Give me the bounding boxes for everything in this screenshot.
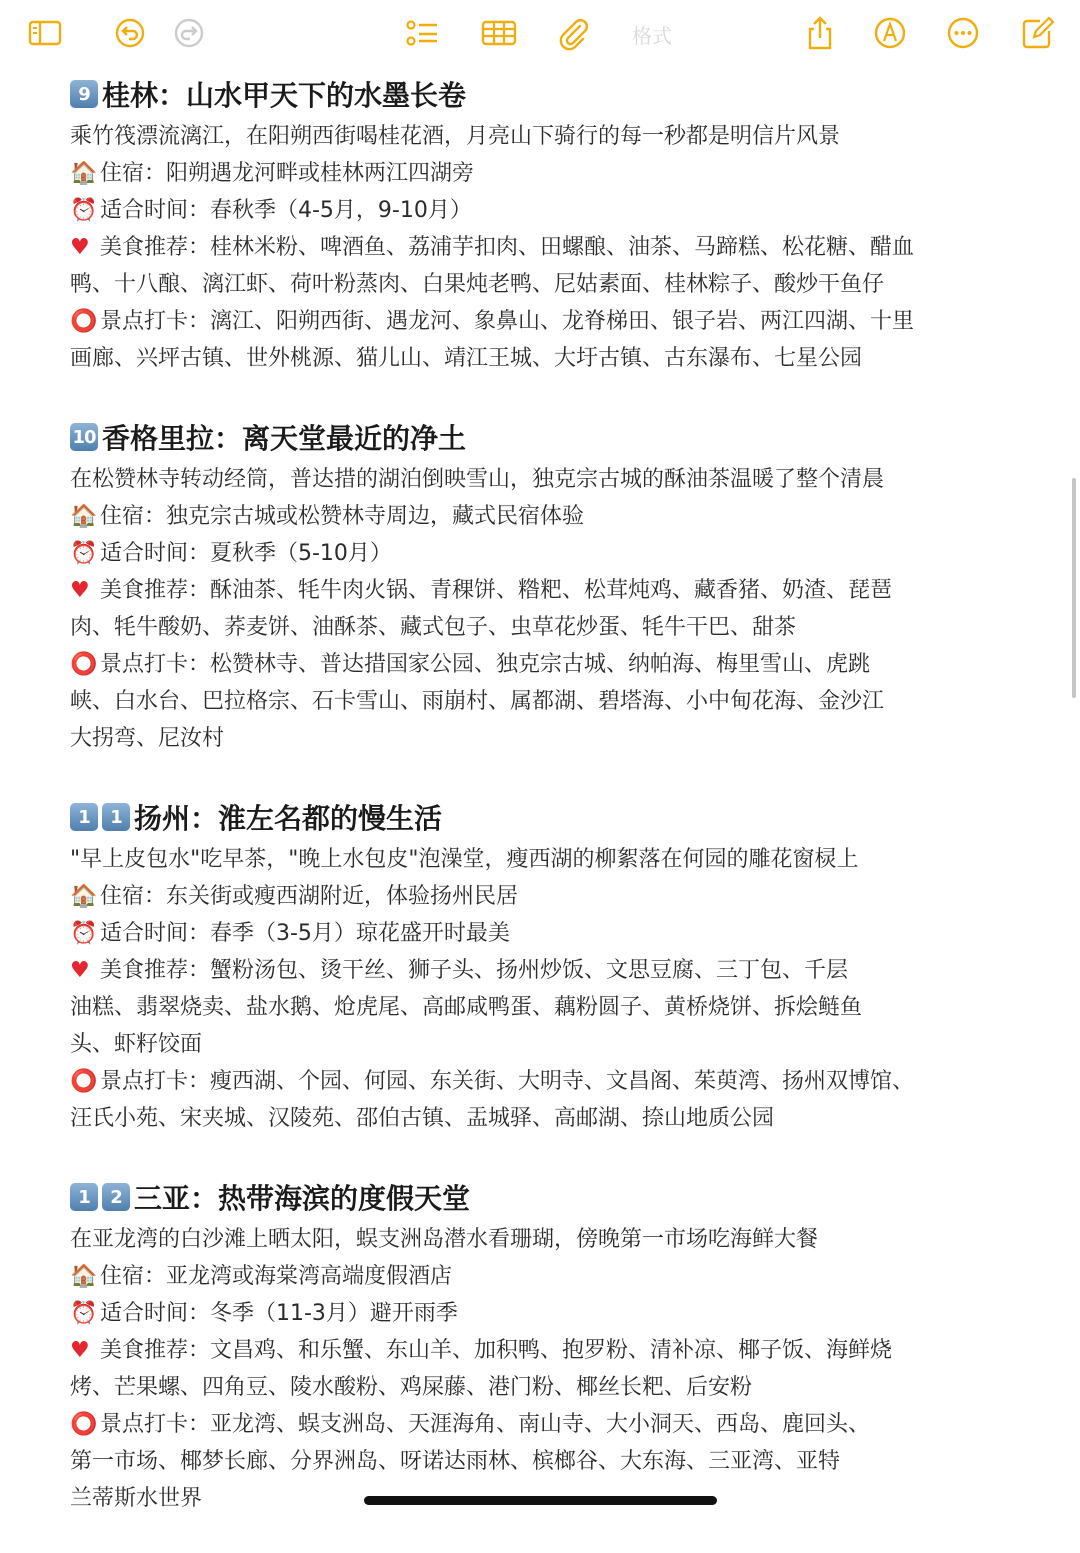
home-indicator[interactable] — [364, 1496, 717, 1505]
house-icon: 🏠 — [70, 161, 98, 186]
food-line-cont: 烤、芒果螺、四角豆、陵水酸粉、鸡屎藤、港门粉、椰丝长粑、后安粉 — [70, 1375, 753, 1400]
checklist-icon[interactable] — [403, 14, 441, 52]
heart-icon: ♥ — [70, 578, 90, 603]
spots-line-cont: 第一市场、椰梦长廊、分界洲岛、呀诺达雨林、槟榔谷、大东海、三亚湾、亚特 — [70, 1449, 841, 1474]
spots-line: ⭕ 景点打卡：亚龙湾、蜈支洲岛、天涯海角、南山寺、大小洞天、西岛、鹿回头、 — [70, 1406, 1010, 1443]
alarm-clock-icon: ⏰ — [70, 541, 98, 566]
keycap-number-icon: 1 — [70, 803, 98, 831]
section-shangri-la — [70, 413, 1010, 757]
stay-line: 🏠 住宿：阳朔遇龙河畔或桂林两江四湖旁 — [70, 155, 1010, 192]
alarm-clock-icon: ⏰ — [70, 1301, 98, 1326]
heart-icon: ♥ — [70, 958, 90, 983]
time-line: ⏰ 适合时间：冬季（11-3月）避开雨季 — [70, 1295, 1010, 1332]
spots-line: ⭕ 景点打卡：瘦西湖、个园、何园、东关街、大明寺、文昌阁、茱萸湾、扬州双博馆、 — [70, 1063, 1010, 1100]
alarm-clock-icon: ⏰ — [70, 921, 98, 946]
spots-line-cont: 汪氏小苑、宋夹城、汉陵苑、邵伯古镇、盂城驿、高邮湖、捺山地质公园 — [70, 1106, 775, 1131]
food-line: ♥ 美食推荐：蟹粉汤包、烫干丝、狮子头、扬州炒饭、文思豆腐、三丁包、千层 — [70, 952, 1010, 989]
table-icon[interactable] — [480, 14, 518, 52]
section-title: 扬州：淮左名都的慢生活 — [134, 802, 443, 835]
spots-line-cont: 画廊、兴坪古镇、世外桃源、猫儿山、靖江王城、大圩古镇、古东瀑布、七星公园 — [70, 346, 863, 371]
keycap-number-icon: 1 — [70, 1183, 98, 1211]
compose-icon[interactable] — [1018, 14, 1056, 52]
format-button[interactable]: 格式 — [632, 24, 672, 48]
circle-icon: ⭕ — [70, 309, 98, 334]
keycap-number-icon: 9 — [70, 80, 98, 108]
intro-text: 在亚龙湾的白沙滩上晒太阳，蜈支洲岛潜水看珊瑚，傍晚第一市场吃海鲜大餐 — [70, 1227, 819, 1252]
food-line: ♥ 美食推荐：文昌鸡、和乐蟹、东山羊、加积鸭、抱罗粉、清补凉、椰子饭、海鲜烧 — [70, 1332, 1010, 1369]
food-line-cont: 鸭、十八酿、漓江虾、荷叶粉蒸肉、白果炖老鸭、尼姑素面、桂林粽子、酸炒干鱼仔 — [70, 272, 885, 297]
note-body[interactable] — [70, 66, 1010, 1553]
food-line-cont: 油糕、翡翠烧卖、盐水鹅、炝虎尾、高邮咸鸭蛋、藕粉圆子、黄桥烧饼、拆烩鲢鱼 — [70, 995, 863, 1020]
spots-line: ⭕ 景点打卡：松赞林寺、普达措国家公园、独克宗古城、纳帕海、梅里雪山、虎跳 — [70, 646, 1010, 683]
section-yangzhou — [70, 793, 1010, 1137]
redo-icon[interactable] — [170, 14, 208, 52]
keycap-number-icon: 2 — [102, 1183, 130, 1211]
stay-line: 🏠 住宿：东关街或瘦西湖附近，体验扬州民居 — [70, 878, 1010, 915]
section-title: 桂林：山水甲天下的水墨长卷 — [102, 79, 467, 112]
time-line: ⏰ 适合时间：春秋季（4-5月，9-10月） — [70, 192, 1010, 229]
intro-text: 在松赞林寺转动经筒，普达措的湖泊倒映雪山，独克宗古城的酥油茶温暖了整个清晨 — [70, 467, 885, 492]
toolbar — [0, 0, 1080, 66]
house-icon: 🏠 — [70, 884, 98, 909]
undo-icon[interactable] — [111, 14, 149, 52]
intro-text: 乘竹筏漂流漓江，在阳朔西街喝桂花酒，月亮山下骑行的每一秒都是明信片风景 — [70, 124, 841, 149]
section-sanya — [70, 1173, 1010, 1517]
attachment-icon[interactable] — [554, 14, 592, 52]
house-icon: 🏠 — [70, 1264, 98, 1289]
time-line: ⏰ 适合时间：春季（3-5月）琼花盛开时最美 — [70, 915, 1010, 952]
scrollbar[interactable] — [1072, 478, 1076, 698]
section-title: 三亚：热带海滨的度假天堂 — [134, 1182, 471, 1215]
sidebar-icon[interactable] — [26, 14, 64, 52]
house-icon: 🏠 — [70, 504, 98, 529]
time-line: ⏰ 适合时间：夏秋季（5-10月） — [70, 535, 1010, 572]
food-line: ♥ 美食推荐：桂林米粉、啤酒鱼、荔浦芋扣肉、田螺酿、油茶、马蹄糕、松花糖、醋血 — [70, 229, 1010, 266]
markup-icon[interactable] — [871, 14, 909, 52]
stay-line: 🏠 住宿：独克宗古城或松赞林寺周边，藏式民宿体验 — [70, 498, 1010, 535]
keycap-number-icon: 10 — [70, 423, 98, 451]
spots-line-cont: 兰蒂斯水世界 — [70, 1486, 203, 1511]
section-heading — [70, 793, 1010, 841]
more-icon[interactable] — [944, 14, 982, 52]
intro-text: "早上皮包水"吃早茶，"晚上水包皮"泡澡堂，瘦西湖的柳絮落在何园的雕花窗棂上 — [70, 847, 859, 872]
heart-icon: ♥ — [70, 235, 90, 260]
section-guilin — [70, 70, 1010, 377]
keycap-number-icon: 1 — [102, 803, 130, 831]
spots-line-cont: 峡、白水台、巴拉格宗、石卡雪山、雨崩村、属都湖、碧塔海、小中甸花海、金沙江 — [70, 689, 885, 714]
section-heading — [70, 413, 1010, 461]
section-title: 香格里拉：离天堂最近的净土 — [102, 422, 467, 455]
circle-icon: ⭕ — [70, 1069, 98, 1094]
section-heading — [70, 70, 1010, 118]
spots-line-cont: 大拐弯、尼汝村 — [70, 726, 225, 751]
circle-icon: ⭕ — [70, 1412, 98, 1437]
circle-icon: ⭕ — [70, 652, 98, 677]
spots-line: ⭕ 景点打卡：漓江、阳朔西街、遇龙河、象鼻山、龙脊梯田、银子岩、两江四湖、十里 — [70, 303, 1010, 340]
share-icon[interactable] — [801, 14, 839, 52]
food-line: ♥ 美食推荐：酥油茶、牦牛肉火锅、青稞饼、糌粑、松茸炖鸡、藏香猪、奶渣、琵琶 — [70, 572, 1010, 609]
food-line-cont: 头、虾籽饺面 — [70, 1032, 203, 1057]
alarm-clock-icon: ⏰ — [70, 198, 98, 223]
stay-line: 🏠 住宿：亚龙湾或海棠湾高端度假酒店 — [70, 1258, 1010, 1295]
food-line-cont: 肉、牦牛酸奶、荞麦饼、油酥茶、藏式包子、虫草花炒蛋、牦牛干巴、甜茶 — [70, 615, 797, 640]
heart-icon: ♥ — [70, 1338, 90, 1363]
section-heading — [70, 1173, 1010, 1221]
